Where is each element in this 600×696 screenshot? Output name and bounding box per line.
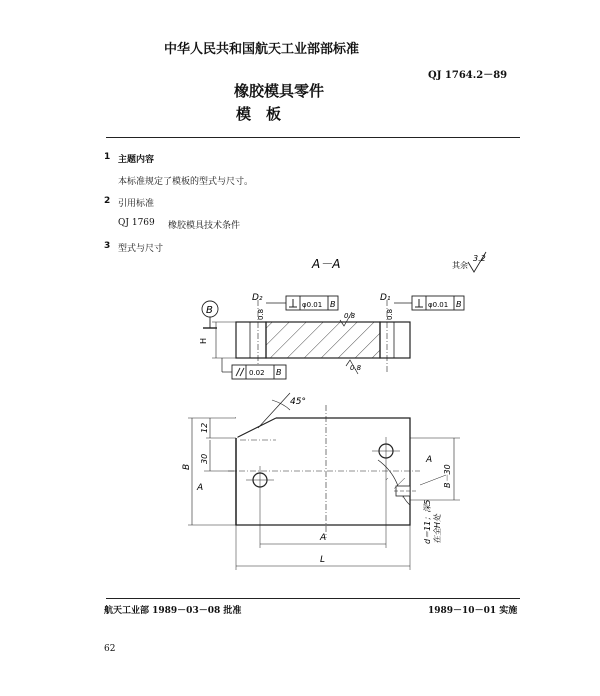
roughness-value: 3.2 xyxy=(473,254,486,263)
footer-rule xyxy=(106,598,520,599)
section-2-heading: 引用标准 xyxy=(118,199,155,209)
angle-label: 45° xyxy=(290,397,306,407)
parallel-datum: B xyxy=(276,368,282,377)
dim-12-label: 12 xyxy=(200,422,209,433)
doc-title-line2: 模 板 xyxy=(236,105,282,123)
doc-title-line1: 橡胶模具零件 xyxy=(234,82,325,100)
page-number: 62 xyxy=(104,644,116,654)
dim-b-label: B xyxy=(182,463,192,470)
section-2-number: 2 xyxy=(104,196,111,206)
reference-code: QJ 1769 xyxy=(118,218,155,228)
right-dimensions xyxy=(410,438,460,500)
roughness-0-8-a: 0.8 xyxy=(257,308,265,320)
section-view xyxy=(199,300,410,372)
standard-org: 中华人民共和国航天工业部部标准 xyxy=(164,42,360,57)
cut-label-left: A xyxy=(197,483,204,493)
side-note-2: 在全H处 xyxy=(433,513,442,544)
section-3-number: 3 xyxy=(104,241,111,251)
perp-value-right: φ0.01 xyxy=(428,301,449,309)
side-note: d＝11；深5 xyxy=(423,499,432,544)
hole-label-d2: D₂ xyxy=(252,293,263,303)
roughness-0-8-d: 0.8 xyxy=(350,364,362,372)
section-1-text: 本标准规定了模板的型式与尺寸。 xyxy=(118,177,254,187)
roughness-0-8-b: 0.8 xyxy=(344,312,356,320)
dim-l-label: L xyxy=(320,555,326,565)
hole-label-d1: D₁ xyxy=(380,293,391,303)
perp-value-left: φ0.01 xyxy=(302,301,323,309)
thickness-label: H xyxy=(199,337,208,344)
approval-date: 航天工业部 1989－03－08 批准 xyxy=(104,606,242,616)
plan-view xyxy=(228,393,420,538)
datum-letter: B xyxy=(206,305,213,316)
dim-b-minus-label: B－30 xyxy=(443,464,452,488)
perp-datum-right: B xyxy=(456,300,462,309)
roughness-0-8-c: 0.8 xyxy=(386,308,394,320)
cut-label-right: A xyxy=(426,455,433,465)
section-1-number: 1 xyxy=(104,152,111,162)
parallel-value: 0.02 xyxy=(249,369,265,377)
section-1-heading: 主题内容 xyxy=(118,155,155,165)
left-dimensions xyxy=(188,418,236,525)
section-view-label: A－A xyxy=(312,257,341,271)
effective-date: 1989－10－01 实施 xyxy=(428,606,518,616)
roughness-prefix: 其余 xyxy=(452,261,468,270)
reference-title: 橡胶模具技术条件 xyxy=(168,221,241,231)
dim-30-label: 30 xyxy=(200,453,209,464)
section-3-heading: 型式与尺寸 xyxy=(118,244,164,254)
perp-datum-left: B xyxy=(330,300,336,309)
dim-a-label: A xyxy=(320,533,327,543)
standard-code: QJ 1764.2－89 xyxy=(428,70,508,81)
